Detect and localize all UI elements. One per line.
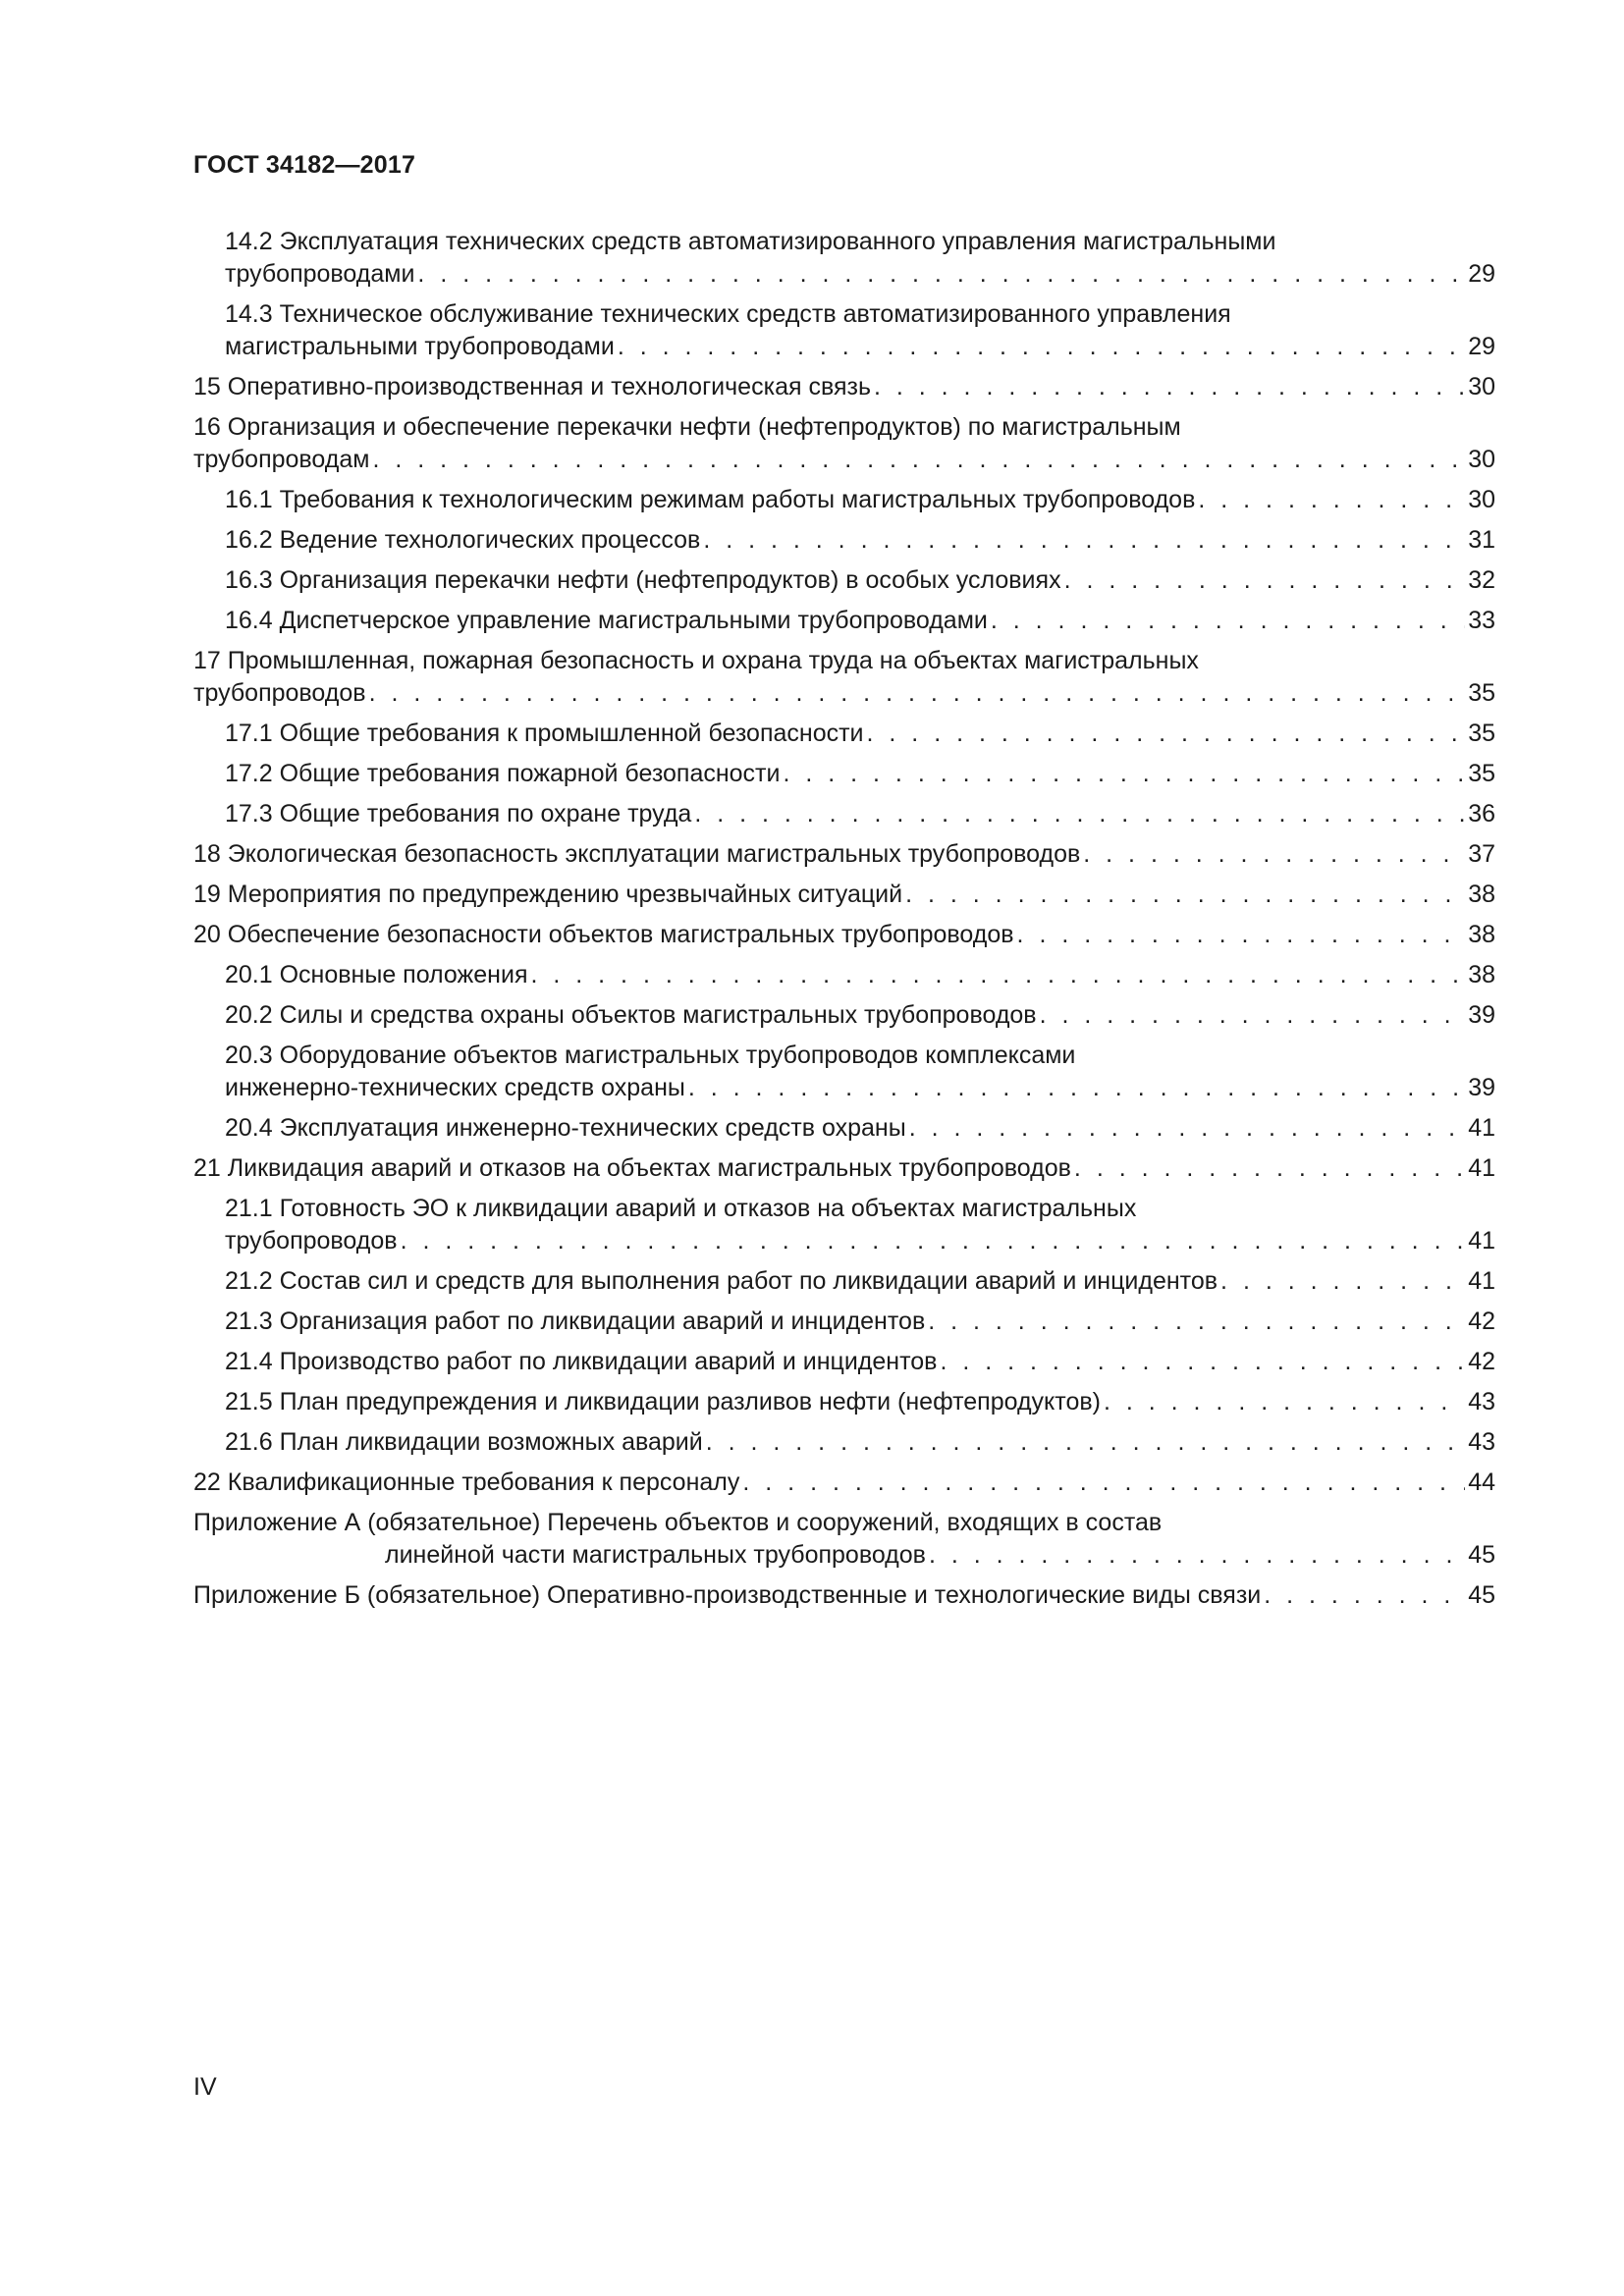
toc-entry: [193, 1193, 1495, 1257]
toc-entry: [193, 1306, 1495, 1338]
dot-leader: [1074, 1152, 1465, 1185]
toc-entry-last-line: [193, 444, 1495, 476]
toc-entry: [193, 718, 1495, 750]
toc-page-number: 33: [1468, 607, 1495, 634]
dot-leader: [867, 718, 1466, 750]
toc-page-number: 35: [1468, 679, 1495, 707]
toc-entry-last-line: [225, 524, 1495, 557]
toc-entry-text: 16.3 Организация перекачки нефти (нефтепродуктов) в особых условиях: [225, 566, 1061, 594]
dot-leader: [706, 1426, 1465, 1459]
toc-entry-last-line: [193, 1579, 1495, 1612]
dot-leader: [417, 258, 1465, 291]
toc-page-number: 38: [1468, 881, 1495, 908]
toc-entry-text: 21.6 План ликвидации возможных аварий: [225, 1428, 703, 1456]
toc-page-number: 35: [1468, 760, 1495, 787]
toc-entry: [193, 879, 1495, 911]
toc-entry: [193, 1579, 1495, 1612]
dot-leader: [783, 758, 1465, 790]
toc-entry-text: 16.1 Требования к технологическим режимам работы магистральных трубопроводов: [225, 486, 1196, 513]
toc-entry-last-line: [225, 1072, 1495, 1104]
toc-entry-last-line: [193, 1539, 1495, 1572]
toc-entry-text: 16.2 Ведение технологических процессов: [225, 526, 701, 554]
toc-entry: [193, 411, 1495, 476]
toc-entry-text: Приложение Б (обязательное) Оперативно-производственные и технологические виды связи: [193, 1581, 1262, 1609]
toc-entry-last-line: [225, 258, 1495, 291]
toc-page-number: 38: [1468, 961, 1495, 988]
toc-entry-last-line: [225, 1386, 1495, 1418]
dot-leader: [940, 1346, 1465, 1378]
dot-leader: [1017, 919, 1466, 951]
toc-entry: [193, 758, 1495, 790]
toc-entry: [193, 605, 1495, 637]
toc-entry-last-line: [193, 1467, 1495, 1499]
page-number: IV: [193, 2073, 217, 2101]
toc-entry-text-line: 17 Промышленная, пожарная безопасность и охрана труда на объектах магистральных: [193, 647, 1199, 674]
toc-entry-text: линейной части магистральных трубопроводов: [385, 1541, 926, 1569]
toc-entry-text: 18 Экологическая безопасность эксплуатации магистральных трубопроводов: [193, 840, 1081, 868]
toc-entry-last-line: [193, 1152, 1495, 1185]
toc-entry: [193, 1265, 1495, 1298]
toc-entry: [193, 1152, 1495, 1185]
toc-entry: [193, 1346, 1495, 1378]
dot-leader: [991, 605, 1465, 637]
toc-entry: [193, 1507, 1495, 1572]
toc-page-number: 38: [1468, 921, 1495, 948]
toc-entry-last-line: [225, 605, 1495, 637]
toc-entry: [193, 1112, 1495, 1145]
dot-leader: [1198, 484, 1465, 516]
toc-entry-text: трубопроводам: [193, 446, 370, 473]
toc-entry: [193, 371, 1495, 403]
toc-entry-text-line: 14.2 Эксплуатация технических средств автоматизированного управления магистральными: [225, 228, 1276, 255]
toc-entry-last-line: [225, 1265, 1495, 1298]
toc-entry-text-line: 21.1 Готовность ЭО к ликвидации аварий и отказов на объектах магистральных: [225, 1195, 1137, 1222]
table-of-contents: [193, 226, 1495, 1612]
dot-leader: [1104, 1386, 1465, 1418]
toc-entry-text-line: 14.3 Техническое обслуживание технических средств автоматизированного управления: [225, 300, 1231, 328]
toc-entry-last-line: [225, 1306, 1495, 1338]
toc-entry-text-line: 16 Организация и обеспечение перекачки нефти (нефтепродуктов) по магистральным: [193, 413, 1181, 441]
toc-entry: [193, 226, 1495, 291]
toc-entry-text-line: Приложение А (обязательное) Перечень объектов и сооружений, входящих в состав: [193, 1509, 1163, 1536]
toc-entry-last-line: [225, 1112, 1495, 1145]
dot-leader: [401, 1225, 1466, 1257]
toc-entry-last-line: [225, 331, 1495, 363]
toc-entry: [193, 645, 1495, 710]
toc-page-number: 39: [1468, 1074, 1495, 1101]
dot-leader: [1220, 1265, 1465, 1298]
toc-entry-last-line: [225, 999, 1495, 1032]
toc-entry-last-line: [193, 677, 1495, 710]
toc-entry-text: 20.2 Силы и средства охраны объектов магистральных трубопроводов: [225, 1001, 1037, 1029]
toc-entry: [193, 1040, 1495, 1104]
toc-entry-last-line: [225, 484, 1495, 516]
dot-leader: [1064, 564, 1466, 597]
toc-page-number: 37: [1468, 840, 1495, 868]
toc-entry-last-line: [225, 1225, 1495, 1257]
dot-leader: [909, 1112, 1466, 1145]
toc-entry: [193, 838, 1495, 871]
toc-page-number: 39: [1468, 1001, 1495, 1029]
toc-entry-last-line: [225, 798, 1495, 830]
toc-entry: [193, 484, 1495, 516]
dot-leader: [905, 879, 1465, 911]
toc-entry: [193, 919, 1495, 951]
toc-entry: [193, 1467, 1495, 1499]
dot-leader: [1040, 999, 1466, 1032]
toc-entry-text: 21 Ликвидация аварий и отказов на объектах магистральных трубопроводов: [193, 1154, 1071, 1182]
toc-page-number: 41: [1468, 1114, 1495, 1142]
toc-entry-last-line: [193, 919, 1495, 951]
toc-entry-text: трубопроводами: [225, 260, 415, 288]
toc-entry-last-line: [225, 758, 1495, 790]
toc-entry-last-line: [225, 1426, 1495, 1459]
toc-entry-text: 22 Квалификационные требования к персоналу: [193, 1468, 740, 1496]
toc-entry: [193, 564, 1495, 597]
dot-leader: [688, 1072, 1465, 1104]
toc-entry-last-line: [193, 371, 1495, 403]
toc-page-number: 31: [1468, 526, 1495, 554]
toc-page-number: 29: [1468, 260, 1495, 288]
toc-entry-text: 21.3 Организация работ по ликвидации аварий и инцидентов: [225, 1308, 926, 1335]
toc-entry-text: 16.4 Диспетчерское управление магистральными трубопроводами: [225, 607, 988, 634]
toc-entry-text: трубопроводов: [225, 1227, 398, 1255]
toc-page-number: 45: [1468, 1541, 1495, 1569]
toc-entry: [193, 959, 1495, 991]
toc-page-number: 45: [1468, 1581, 1495, 1609]
toc-page-number: 36: [1468, 800, 1495, 828]
toc-entry: [193, 798, 1495, 830]
toc-page-number: 41: [1468, 1267, 1495, 1295]
toc-entry-text: 19 Мероприятия по предупреждению чрезвычайных ситуаций: [193, 881, 903, 908]
dot-leader: [742, 1467, 1465, 1499]
toc-entry-text: 17.1 Общие требования к промышленной безопасности: [225, 720, 864, 747]
toc-entry-last-line: [193, 838, 1495, 871]
dot-leader: [369, 677, 1466, 710]
toc-entry: [193, 999, 1495, 1032]
toc-entry-text: 21.2 Состав сил и средств для выполнения работ по ликвидации аварий и инцидентов: [225, 1267, 1218, 1295]
toc-page-number: 30: [1468, 446, 1495, 473]
dot-leader: [928, 1306, 1465, 1338]
toc-entry-last-line: [225, 1346, 1495, 1378]
toc-page-number: 41: [1468, 1154, 1495, 1182]
dot-leader: [530, 959, 1465, 991]
toc-entry-text: инженерно-технических средств охраны: [225, 1074, 685, 1101]
dot-leader: [694, 798, 1465, 830]
toc-entry-text: трубопроводов: [193, 679, 366, 707]
toc-entry-text: 17.3 Общие требования по охране труда: [225, 800, 692, 828]
dot-leader: [1264, 1579, 1465, 1612]
toc-entry-text: 21.4 Производство работ по ликвидации аварий и инцидентов: [225, 1348, 938, 1375]
document-header: ГОСТ 34182—2017: [193, 151, 416, 179]
toc-page-number: 30: [1468, 486, 1495, 513]
toc-entry: [193, 524, 1495, 557]
toc-entry-text: 17.2 Общие требования пожарной безопасности: [225, 760, 781, 787]
toc-page-number: 42: [1468, 1348, 1495, 1375]
toc-page-number: 35: [1468, 720, 1495, 747]
toc-entry: [193, 1386, 1495, 1418]
toc-entry: [193, 298, 1495, 363]
toc-page-number: 41: [1468, 1227, 1495, 1255]
toc-entry-last-line: [193, 879, 1495, 911]
dot-leader: [929, 1539, 1465, 1572]
toc-entry-text: 20.1 Основные положения: [225, 961, 528, 988]
toc-entry-last-line: [225, 718, 1495, 750]
toc-entry-text: 20 Обеспечение безопасности объектов магистральных трубопроводов: [193, 921, 1014, 948]
toc-entry-text: 15 Оперативно-производственная и технологическая связь: [193, 373, 871, 400]
toc-page-number: 42: [1468, 1308, 1495, 1335]
dot-leader: [372, 444, 1465, 476]
toc-entry-text-line: 20.3 Оборудование объектов магистральных трубопроводов комплексами: [225, 1041, 1076, 1069]
toc-page-number: 43: [1468, 1388, 1495, 1415]
toc-entry-last-line: [225, 564, 1495, 597]
dot-leader: [703, 524, 1465, 557]
toc-page-number: 44: [1468, 1468, 1495, 1496]
toc-entry-last-line: [225, 959, 1495, 991]
toc-entry-text: 20.4 Эксплуатация инженерно-технических средств охраны: [225, 1114, 906, 1142]
dot-leader: [618, 331, 1465, 363]
dot-leader: [874, 371, 1465, 403]
toc-page-number: 29: [1468, 333, 1495, 360]
toc-entry-text: магистральными трубопроводами: [225, 333, 615, 360]
toc-page-number: 32: [1468, 566, 1495, 594]
toc-entry-text: 21.5 План предупреждения и ликвидации разливов нефти (нефтепродуктов): [225, 1388, 1101, 1415]
toc-page-number: 43: [1468, 1428, 1495, 1456]
toc-page-number: 30: [1468, 373, 1495, 400]
dot-leader: [1083, 838, 1465, 871]
toc-entry: [193, 1426, 1495, 1459]
